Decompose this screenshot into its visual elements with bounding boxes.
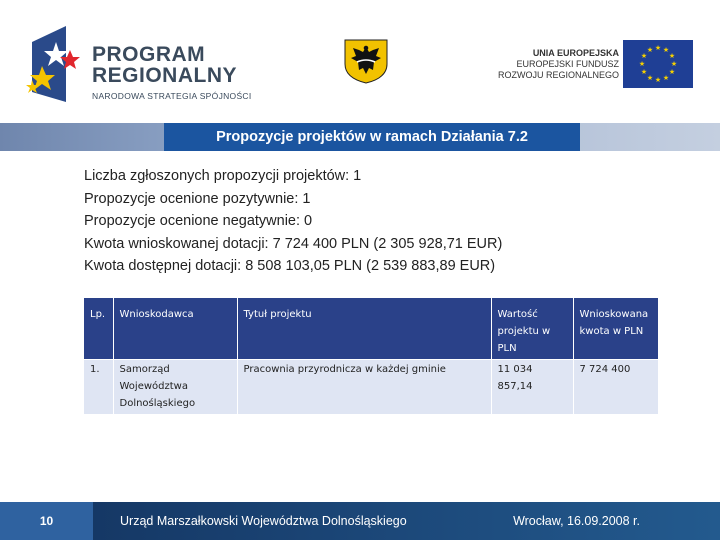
- svg-text:★: ★: [668, 68, 676, 76]
- stat-available-amount: Kwota dostępnej dotacji: 8 508 103,05 PLN (2 539 883,89 EUR): [84, 258, 496, 275]
- svg-text:★: ★: [638, 60, 646, 68]
- slide-title: Propozycje projektów w ramach Działania 7.2: [216, 129, 528, 145]
- footer-organization: Urząd Marszałkowski Województwa Dolnośląskiego: [120, 514, 407, 528]
- svg-text:★: ★: [662, 46, 670, 54]
- table-header-row: [84, 298, 658, 360]
- table-row: [84, 360, 658, 415]
- stats-list: [84, 165, 502, 278]
- svg-text:★: ★: [668, 52, 676, 60]
- eu-logo-line2: EUROPEJSKI FUNDUSZ: [516, 59, 619, 69]
- footer-date: Wrocław, 16.09.2008 r.: [513, 514, 640, 528]
- program-logo-line2: REGIONALNY: [92, 64, 238, 87]
- header-project-title: Tytuł projektu: [237, 298, 491, 360]
- svg-text:★: ★: [654, 44, 662, 52]
- page-number: 10: [39, 514, 54, 528]
- svg-text:★: ★: [640, 52, 648, 60]
- svg-text:★: ★: [646, 46, 654, 54]
- program-star-flag-icon: [26, 24, 84, 104]
- header-lp: Lp.: [84, 298, 113, 360]
- header-applicant: Wnioskodawca: [113, 298, 237, 360]
- eu-logo-line3: ROZWOJU REGIONALNEGO: [497, 70, 619, 80]
- svg-text:★: ★: [670, 60, 678, 68]
- program-logo-line1: PROGRAM: [92, 43, 206, 66]
- svg-text:★: ★: [662, 74, 670, 82]
- program-logo-subtitle: NARODOWA STRATEGIA SPÓJNOŚCI: [92, 91, 252, 101]
- eagle-coat-of-arms-icon: [343, 38, 389, 84]
- svg-text:★: ★: [654, 76, 662, 84]
- eu-logo-line1: UNIA EUROPEJSKA: [532, 48, 619, 58]
- cell-project-title: Pracownia przyrodnicza w każdej gminie: [237, 360, 491, 415]
- eu-flag-icon: [623, 40, 693, 88]
- eu-logo: [497, 40, 693, 92]
- header-requested-amount: Wnioskowana kwota w PLN: [573, 298, 658, 360]
- cell-lp: 1.: [84, 360, 113, 415]
- stat-negative: Propozycje ocenione negatywnie: 0: [84, 213, 313, 230]
- projects-table: [84, 298, 658, 414]
- svg-text:★: ★: [640, 68, 648, 76]
- cell-applicant: Samorząd Województwa Dolnośląskiego: [113, 360, 237, 415]
- cell-project-value: 11 034 857,14: [491, 360, 573, 415]
- stat-submitted: Liczba zgłoszonych propozycji projektów: 1: [84, 168, 362, 184]
- stat-requested-amount: Kwota wnioskowanej dotacji: 7 724 400 PLN (2 305 928,71 EUR): [84, 235, 503, 252]
- cell-requested-amount: 7 724 400: [573, 360, 658, 415]
- svg-text:★: ★: [646, 74, 654, 82]
- stat-positive: Propozycje ocenione pozytywnie: 1: [84, 190, 311, 207]
- header-project-value: Wartość projektu w PLN: [491, 298, 573, 360]
- program-regionalny-logo: [26, 24, 266, 104]
